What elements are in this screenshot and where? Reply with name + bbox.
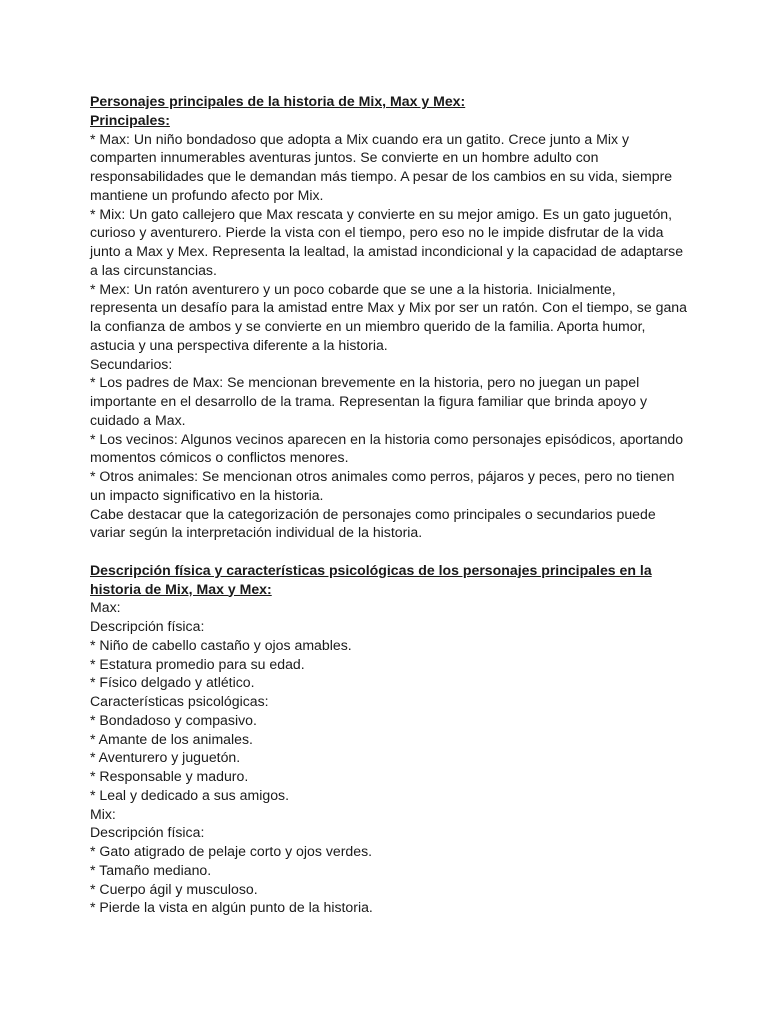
text-line: * Aventurero y juguetón. bbox=[90, 749, 241, 766]
secundarios-label: Secundarios: bbox=[90, 355, 173, 372]
text-line: * Bondadoso y compasivo. bbox=[90, 711, 257, 728]
section1-title: Personajes principales de la historia de Mix, Max y Mex: bbox=[90, 93, 466, 109]
text-line: un impacto significativo en la historia. bbox=[90, 486, 324, 503]
text-line: momentos cómicos o conflictos menores. bbox=[90, 449, 349, 466]
text-line: comparten innumerables aventuras juntos. Se convierte en un hombre adulto con bbox=[90, 149, 599, 166]
text-line: * Físico delgado y atlético. bbox=[90, 674, 255, 691]
text-line: * Max: Un niño bondadoso que adopta a Mix cuando era un gatito. Crece junto a Mix y bbox=[90, 130, 630, 147]
text-line: * Otros animales: Se mencionan otros animales como perros, pájaros y peces, pero no tienen bbox=[90, 468, 675, 484]
principales-label: Principales: bbox=[90, 111, 170, 128]
section2-title-cont: historia de Mix, Max y Mex: bbox=[90, 580, 272, 597]
text-line: * Niño de cabello castaño y ojos amables. bbox=[90, 636, 352, 653]
text-line: Descripción física: bbox=[90, 618, 205, 634]
text-line: variar según la interpretación individual de la historia. bbox=[90, 524, 423, 541]
text-line: curioso y aventurero. Pierde la vista con el tiempo, pero eso no le impide disfrutar de la vida bbox=[90, 224, 664, 241]
text-line: cuidado a Max. bbox=[90, 411, 186, 428]
text-line: * Responsable y maduro. bbox=[90, 768, 249, 784]
paragraph-gap bbox=[90, 542, 684, 561]
text-line: * Leal y dedicado a sus amigos. bbox=[90, 786, 289, 803]
text-line: a las circunstancias. bbox=[90, 261, 217, 278]
section2-title: Descripción física y características psicológicas de los personajes principales en la bbox=[90, 561, 652, 578]
text-line: * Pierde la vista en algún punto de la historia. bbox=[90, 899, 373, 916]
text-line: mantiene un profundo afecto por Mix. bbox=[90, 186, 324, 203]
text-line: Max: bbox=[90, 599, 121, 616]
text-line: junto a Max y Mex. Representa la lealtad, la amistad incondicional y la capacidad de adaptarse bbox=[90, 243, 684, 259]
text-line: * Los padres de Max: Se mencionan brevemente en la historia, pero no juegan un papel bbox=[90, 374, 640, 391]
text-line: Descripción física: bbox=[90, 824, 205, 841]
text-line: Mix: bbox=[90, 805, 116, 822]
text-line: responsabilidades que le demandan más tiempo. A pesar de los cambios en su vida, siempre bbox=[90, 168, 673, 184]
text-line: representa un desafío para la amistad entre Max y Mix por ser un ratón. Con el tiempo, se gana bbox=[90, 299, 687, 316]
text-line: Características psicológicas: bbox=[90, 693, 269, 709]
text-line: la confianza de ambos y se convierte en un miembro querido de la familia. Aporta humor, bbox=[90, 318, 646, 334]
text-line: * Estatura promedio para su edad. bbox=[90, 655, 305, 672]
text-line: * Mix: Un gato callejero que Max rescata y convierte en su mejor amigo. Es un gato juguetón, bbox=[90, 205, 673, 222]
text-line: * Los vecinos: Algunos vecinos aparecen en la historia como personajes episódicos, aportando bbox=[90, 430, 684, 447]
text-line: * Tamaño mediano. bbox=[90, 861, 212, 878]
text-line: * Gato atigrado de pelaje corto y ojos verdes. bbox=[90, 843, 373, 859]
text-line: importante en el desarrollo de la trama. Representan la figura familiar que brinda apoyo y bbox=[90, 393, 648, 409]
text-line: * Amante de los animales. bbox=[90, 730, 253, 747]
text-line: * Cuerpo ágil y musculoso. bbox=[90, 880, 258, 897]
text-line: Cabe destacar que la categorización de personajes como principales o secundarios puede bbox=[90, 505, 656, 522]
text-line: astucia y una perspectiva diferente a la historia. bbox=[90, 336, 388, 353]
text-line: * Mex: Un ratón aventurero y un poco cobarde que se une a la historia. Inicialmente, bbox=[90, 280, 616, 297]
